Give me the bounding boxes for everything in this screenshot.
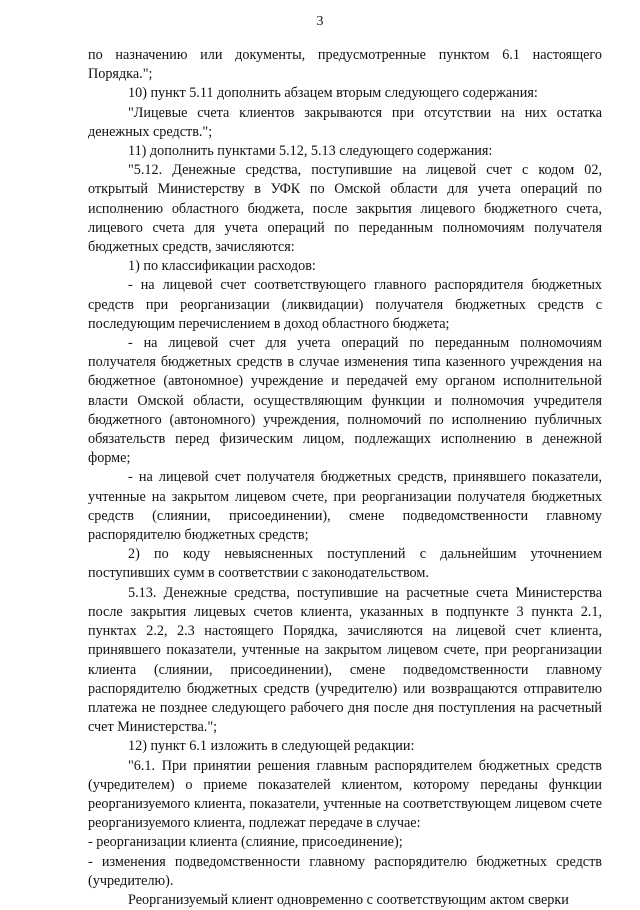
paragraph-8: - на лицевой счет для учета операций по переданным полномочиям получателя бюджетных средств в случае изменения типа казенного учреждения на бюджетное (автономное) учреждение и передачей ему органом исполнительной власти Омской области, осуществляющим функции и полномочия учредителя бюджетного (автономного) учреждения, полномочий по исполнению публичных обязательств перед физическим лицом, подлежащих исполнению в денежной форме; [88, 335, 602, 467]
paragraph-7: - на лицевой счет соответствующего главного распорядителя бюджетных средств при реорганизации (ликвидации) получателя бюджетных средств с последующим перечислением в доход областного бюджета; [88, 277, 602, 332]
paragraph-11: 5.13. Денежные средства, поступившие на расчетные счета Министерства после закрытия лицевых счетов клиента, указанных в подпункте 3 пункта 2.1, пунктах 2.2, 2.3 настоящего Порядка, зачисляются на лицевой счет клиента, принявшего показатели, учтенные на закрытом лицевом счете, при реорганизации клиента (слиянии, присоединении), смене подведомственности главному распорядителю бюджетных средств (учредителю) или возвращаются отправителю платежа не позднее следующего рабочего дня после дня поступления на расчетный счет Министерства."; [88, 584, 602, 736]
paragraph-16: Реорганизуемый клиент одновременно с соответствующим актом сверки [128, 891, 569, 908]
document-body [88, 46, 602, 910]
paragraph-6: 1) по классификации расходов: [128, 258, 316, 275]
paragraph-9: - на лицевой счет получателя бюджетных средств, принявшего показатели, учтенные на закрытом лицевом счете, при реорганизации получателя бюджетных средств (слиянии, присоединении), смене подведомственности главному распорядителю бюджетных средств; [88, 469, 602, 544]
paragraph-12: 12) пункт 6.1 изложить в следующей редакции: [128, 738, 415, 755]
paragraph-3: "Лицевые счета клиентов закрываются при отсутствии на них остатка денежных средств."; [88, 104, 602, 140]
paragraph-5: "5.12. Денежные средства, поступившие на лицевой счет с кодом 02, открытый Министерству в УФК по Омской области для учета операций по исполнению областного бюджета, после закрытия лицевого бюджетного счета, лицевого счета для учета операций по переданным полномочиям получателя бюджетных средств, зачисляются: [88, 162, 602, 256]
page-number: 3 [316, 14, 324, 29]
paragraph-2: 10) пункт 5.11 дополнить абзацем вторым следующего содержания: [128, 85, 538, 102]
paragraph-10: 2) по коду невыясненных поступлений с дальнейшим уточнением поступивших сумм в соответствии с законодательством. [88, 546, 602, 582]
paragraph-4: 11) дополнить пунктами 5.12, 5.13 следующего содержания: [128, 143, 493, 160]
paragraph-14: - реорганизации клиента (слияние, присоединение); [88, 834, 403, 851]
paragraph-15: - изменения подведомственности главному распорядителю бюджетных средств (учредителю). [88, 853, 602, 889]
paragraph-13: "6.1. При принятии решения главным распорядителем бюджетных средств (учредителем) о приеме показателей клиентом, которому переданы функции реорганизуемого клиента, показатели, учтенные на соответствующем лицевом счете реорганизуемого клиента, подлежат передаче в случае: [88, 757, 602, 832]
paragraph-1: по назначению или документы, предусмотренные пунктом 6.1 настоящего Порядка."; [88, 47, 602, 83]
